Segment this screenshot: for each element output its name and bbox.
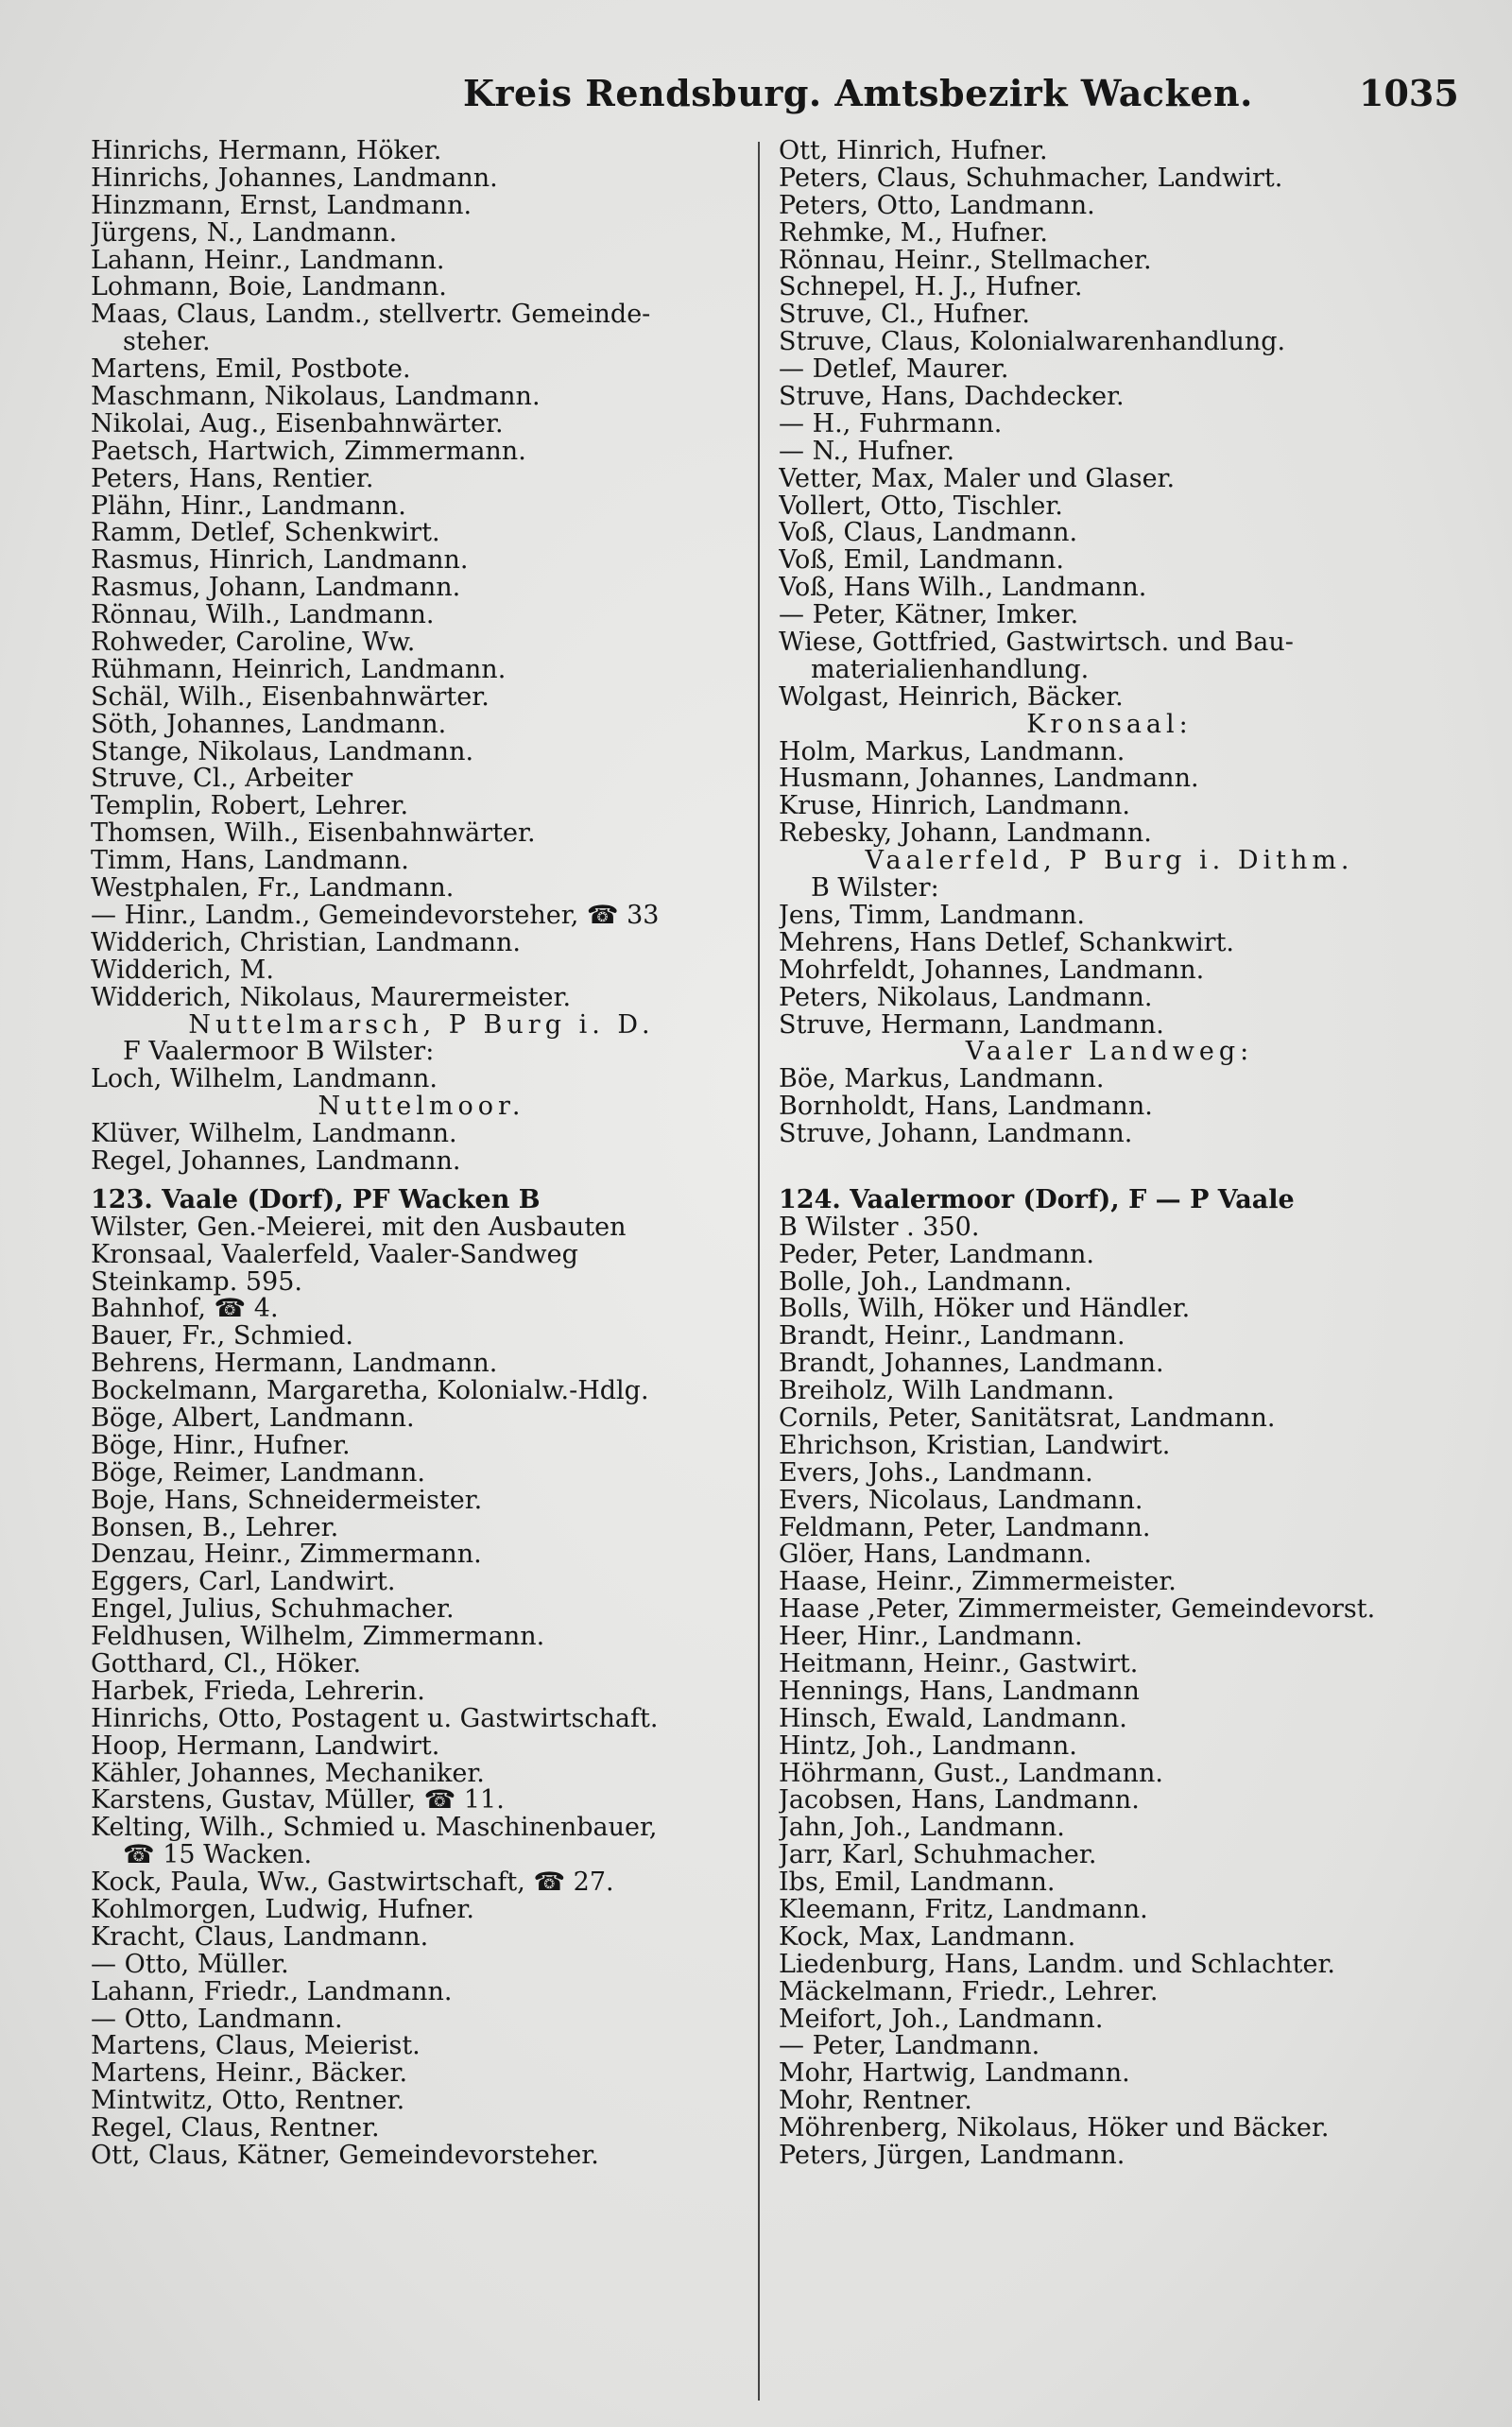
directory-entry: Rebesky, Johann, Landmann. (779, 820, 1152, 849)
directory-entry: — N., Hufner. (779, 438, 955, 466)
directory-entry: Mohr, Hartwig, Landmann. (779, 2060, 1130, 2089)
directory-entry: Mohr, Rentner. (779, 2088, 972, 2116)
directory-entry: Peters, Nikolaus, Landmann. (779, 984, 1153, 1012)
directory-entry: Vaaler Landweg: (965, 1039, 1254, 1067)
directory-entry: Martens, Claus, Meierist. (91, 2033, 421, 2061)
directory-entry: — Peter, Kätner, Imker. (779, 602, 1079, 630)
directory-entry: Höhrmann, Gust., Landmann. (779, 1760, 1163, 1788)
directory-entry: Bolle, Joh., Landmann. (779, 1268, 1073, 1297)
directory-entry: Thomsen, Wilh., Eisenbahnwärter. (91, 820, 536, 849)
directory-entry: Maas, Claus, Landm., stellvertr. Gemeinde- (91, 301, 651, 330)
directory-entry: Lohmann, Boie, Landmann. (91, 274, 447, 302)
directory-entry: Vollert, Otto, Tischler. (779, 492, 1063, 521)
directory-entry: B Wilster . 350. (779, 1214, 980, 1242)
page-title: Kreis Rendsburg. Amtsbezirk Wacken. (463, 72, 1253, 114)
directory-entry: Peters, Jürgen, Landmann. (779, 2143, 1125, 2170)
directory-entry: Ott, Claus, Kätner, Gemeindevorsteher. (91, 2143, 599, 2170)
directory-entry: Ibs, Emil, Landmann. (779, 1869, 1056, 1897)
directory-entry: Rohweder, Caroline, Ww. (91, 629, 416, 657)
directory-entry: Wiese, Gottfried, Gastwirtsch. und Bau- (779, 629, 1294, 657)
directory-entry: Jürgens, N., Landmann. (91, 219, 398, 248)
directory-entry: Behrens, Hermann, Landmann. (91, 1351, 498, 1379)
directory-entry: Kleemann, Fritz, Landmann. (779, 1897, 1148, 1924)
directory-entry: Bauer, Fr., Schmied. (91, 1323, 353, 1351)
directory-entry: Eggers, Carl, Landwirt. (91, 1569, 396, 1597)
directory-entry: Böge, Albert, Landmann. (91, 1404, 415, 1433)
directory-entry: Kruse, Hinrich, Landmann. (779, 793, 1131, 821)
directory-entry: — H., Fuhrmann. (779, 410, 1003, 439)
directory-entry: Rönnau, Wilh., Landmann. (91, 602, 435, 630)
directory-entry: Bahnhof, ☎ 4. (91, 1296, 279, 1324)
directory-entry: Voß, Claus, Landmann. (779, 520, 1078, 548)
directory-entry: Kelting, Wilh., Schmied u. Maschinenbauer, (91, 1815, 658, 1843)
directory-entry: Heer, Hinr., Landmann. (779, 1624, 1083, 1651)
directory-entry: Rasmus, Johann, Landmann. (91, 575, 461, 603)
directory-entry: Evers, Johs., Landmann. (779, 1459, 1093, 1488)
directory-entry: 123. Vaale (Dorf), PF Wacken B (91, 1186, 541, 1214)
directory-entry (779, 1148, 1440, 1176)
directory-entry: Hinrichs, Otto, Postagent u. Gastwirtschaft. (91, 1705, 659, 1733)
directory-entry: Martens, Emil, Postbote. (91, 356, 411, 385)
directory-entry: F Vaalermoor B Wilster: (123, 1039, 435, 1067)
directory-entry: Wilster, Gen.-Meierei, mit den Ausbauten (91, 1214, 627, 1242)
directory-entry: Bornholdt, Hans, Landmann. (779, 1093, 1153, 1122)
directory-entry: Ramm, Detlef, Schenkwirt. (91, 520, 440, 548)
directory-entry: Kähler, Johannes, Mechaniker. (91, 1760, 485, 1788)
directory-entry: Rehmke, M., Hufner. (779, 219, 1049, 248)
directory-entry: Karstens, Gustav, Müller, ☎ 11. (91, 1787, 505, 1816)
directory-entry: Boje, Hans, Schneidermeister. (91, 1487, 483, 1515)
directory-entry: Hinsch, Ewald, Landmann. (779, 1705, 1127, 1733)
directory-entry: Kronsaal, Vaalerfeld, Vaaler-Sandweg (91, 1241, 578, 1269)
directory-entry: Brandt, Heinr., Landmann. (779, 1323, 1125, 1351)
directory-entry: Wolgast, Heinrich, Bäcker. (779, 683, 1124, 712)
directory-entry: Haase ,Peter, Zimmermeister, Gemeindevorst. (779, 1596, 1376, 1625)
directory-entry: Regel, Claus, Rentner. (91, 2115, 380, 2143)
directory-entry: Bockelmann, Margaretha, Kolonialw.-Hdlg. (91, 1378, 649, 1405)
directory-entry: Maschmann, Nikolaus, Landmann. (91, 384, 541, 411)
directory-entry: Söth, Johannes, Landmann. (91, 711, 447, 739)
directory-entry: Feldhusen, Wilhelm, Zimmermann. (91, 1624, 545, 1651)
directory-entry: Kracht, Claus, Landmann. (91, 1923, 429, 1952)
directory-entry: Steinkamp. 595. (91, 1268, 302, 1297)
directory-entry: ☎ 15 Wacken. (123, 1842, 313, 1870)
directory-entry: Böge, Reimer, Landmann. (91, 1459, 425, 1488)
column-divider (758, 142, 760, 2401)
directory-entry: Nikolai, Aug., Eisenbahnwärter. (91, 410, 504, 439)
directory-entry: Feldmann, Peter, Landmann. (779, 1514, 1151, 1542)
directory-entry: Voß, Hans Wilh., Landmann. (779, 575, 1147, 603)
directory-entry: Kock, Paula, Ww., Gastwirtschaft, ☎ 27. (91, 1869, 614, 1897)
directory-entry: Husmann, Johannes, Landmann. (779, 766, 1199, 794)
directory-entry: Struve, Hans, Dachdecker. (779, 384, 1125, 411)
directory-entry: Liedenburg, Hans, Landm. und Schlachter. (779, 1951, 1335, 1979)
directory-entry: Jacobsen, Hans, Landmann. (779, 1787, 1140, 1816)
directory-entry: Stange, Nikolaus, Landmann. (91, 738, 474, 766)
directory-entry: Struve, Cl., Arbeiter (91, 766, 353, 794)
directory-entry: Brandt, Johannes, Landmann. (779, 1351, 1164, 1379)
directory-entry: Lahann, Friedr., Landmann. (91, 1978, 453, 2006)
directory-entry: Vetter, Max, Maler und Glaser. (779, 465, 1176, 493)
directory-entry: Martens, Heinr., Bäcker. (91, 2060, 408, 2089)
directory-entry: Voß, Emil, Landmann. (779, 547, 1064, 576)
directory-entry: Jens, Timm, Landmann. (779, 902, 1085, 930)
directory-entry: Haase, Heinr., Zimmermeister. (779, 1569, 1177, 1597)
directory-entry: — Hinr., Landm., Gemeindevorsteher, ☎ 33 (91, 902, 660, 930)
directory-entry: Hinrichs, Johannes, Landmann. (91, 164, 498, 193)
directory-entry: Hoop, Hermann, Landwirt. (91, 1732, 440, 1761)
directory-entry: Schäl, Wilh., Eisenbahnwärter. (91, 683, 490, 712)
directory-entry: Regel, Johannes, Landmann. (91, 1147, 461, 1176)
directory-entry: Kock, Max, Landmann. (779, 1923, 1076, 1952)
directory-entry: Mohrfeldt, Johannes, Landmann. (779, 956, 1205, 985)
directory-entry: Peters, Hans, Rentier. (91, 465, 374, 493)
directory-entry: Möhrenberg, Nikolaus, Höker und Bäcker. (779, 2115, 1330, 2143)
directory-entry: Schnepel, H. J., Hufner. (779, 274, 1083, 302)
directory-entry: Jahn, Joh., Landmann. (779, 1815, 1065, 1843)
directory-entry: Jarr, Karl, Schuhmacher. (779, 1842, 1097, 1870)
directory-entry: Widderich, Nikolaus, Maurermeister. (91, 984, 572, 1012)
directory-entry: — Otto, Landmann. (91, 2005, 343, 2034)
directory-entry: Kohlmorgen, Ludwig, Hufner. (91, 1897, 474, 1924)
directory-entry: Hinrichs, Hermann, Höker. (91, 138, 442, 165)
directory-entry: materialienhandlung. (811, 656, 1090, 684)
directory-entry: Denzau, Heinr., Zimmermann. (91, 1541, 482, 1570)
directory-entry: Engel, Julius, Schuhmacher. (91, 1596, 455, 1625)
directory-entry: Westphalen, Fr., Landmann. (91, 875, 455, 903)
directory-entry: Böge, Hinr., Hufner. (91, 1432, 351, 1460)
directory-entry: Glöer, Hans, Landmann. (779, 1541, 1092, 1570)
directory-entry: Bolls, Wilh, Höker und Händler. (779, 1296, 1191, 1324)
directory-entry: Holm, Markus, Landmann. (779, 738, 1125, 766)
directory-entry: Evers, Nicolaus, Landmann. (779, 1487, 1143, 1515)
directory-entry: Nuttelmoor. (318, 1093, 525, 1122)
directory-entry: Mehrens, Hans Detlef, Schankwirt. (779, 929, 1235, 957)
directory-entry: Böe, Markus, Landmann. (779, 1066, 1105, 1094)
directory-entry: Vaalerfeld, P Burg i. Dithm. (865, 848, 1354, 876)
directory-entry: Breiholz, Wilh Landmann. (779, 1378, 1115, 1405)
directory-entry: Rühmann, Heinrich, Landmann. (91, 656, 507, 684)
directory-entry: Peters, Claus, Schuhmacher, Landwirt. (779, 164, 1283, 193)
directory-entry: Loch, Wilhelm, Landmann. (91, 1066, 438, 1094)
directory-entry: Rönnau, Heinr., Stellmacher. (779, 247, 1152, 275)
directory-entry: — Detlef, Maurer. (779, 356, 1009, 385)
directory-entry: Hintz, Joh., Landmann. (779, 1732, 1077, 1761)
directory-entry: Nuttelmarsch, P Burg i. D. (188, 1011, 655, 1040)
directory-entry: Bonsen, B., Lehrer. (91, 1514, 339, 1542)
directory-entry: Struve, Cl., Hufner. (779, 301, 1030, 330)
directory-entry: Heitmann, Heinr., Gastwirt. (779, 1650, 1139, 1678)
directory-entry: Mäckelmann, Friedr., Lehrer. (779, 1978, 1159, 2006)
directory-entry: — Otto, Müller. (91, 1951, 289, 1979)
directory-entry: Widderich, Christian, Landmann. (91, 929, 522, 957)
directory-entry: Cornils, Peter, Sanitätsrat, Landmann. (779, 1404, 1276, 1433)
right-column (779, 138, 1440, 2170)
directory-entry: B Wilster: (811, 875, 939, 903)
directory-entry: Klüver, Wilhelm, Landmann. (91, 1121, 457, 1148)
directory-entry: Meifort, Joh., Landmann. (779, 2005, 1104, 2034)
directory-entry: Struve, Johann, Landmann. (779, 1121, 1133, 1148)
directory-entry: Mintwitz, Otto, Rentner. (91, 2088, 405, 2116)
directory-entry: Hennings, Hans, Landmann (779, 1678, 1140, 1706)
directory-entry: 124. Vaalermoor (Dorf), F — P Vaale (779, 1186, 1295, 1214)
directory-entry: Struve, Hermann, Landmann. (779, 1011, 1164, 1040)
directory-entry: Plähn, Hinr., Landmann. (91, 492, 406, 521)
directory-entry: Ehrichson, Kristian, Landwirt. (779, 1432, 1171, 1460)
directory-entry: Paetsch, Hartwich, Zimmermann. (91, 438, 526, 466)
directory-entry: Harbek, Frieda, Lehrerin. (91, 1678, 425, 1706)
page-header (0, 72, 1512, 129)
directory-entry: Rasmus, Hinrich, Landmann. (91, 547, 469, 576)
directory-entry: Peder, Peter, Landmann. (779, 1241, 1094, 1269)
directory-entry: Struve, Claus, Kolonialwarenhandlung. (779, 329, 1286, 357)
page-number: 1035 (1359, 72, 1459, 114)
directory-entry: Ott, Hinrich, Hufner. (779, 138, 1048, 165)
directory-entry: Kronsaal: (1026, 711, 1193, 739)
directory-entry: Peters, Otto, Landmann. (779, 192, 1095, 220)
directory-entry: Lahann, Heinr., Landmann. (91, 247, 445, 275)
directory-entry: Hinzmann, Ernst, Landmann. (91, 192, 472, 220)
directory-entry: Gotthard, Cl., Höker. (91, 1650, 362, 1678)
directory-entry: Templin, Robert, Lehrer. (91, 793, 409, 821)
directory-entry: Timm, Hans, Landmann. (91, 848, 409, 876)
left-column (91, 138, 752, 2170)
directory-entry: steher. (123, 329, 211, 357)
directory-entry: Widderich, M. (91, 956, 274, 985)
directory-entry: — Peter, Landmann. (779, 2033, 1040, 2061)
